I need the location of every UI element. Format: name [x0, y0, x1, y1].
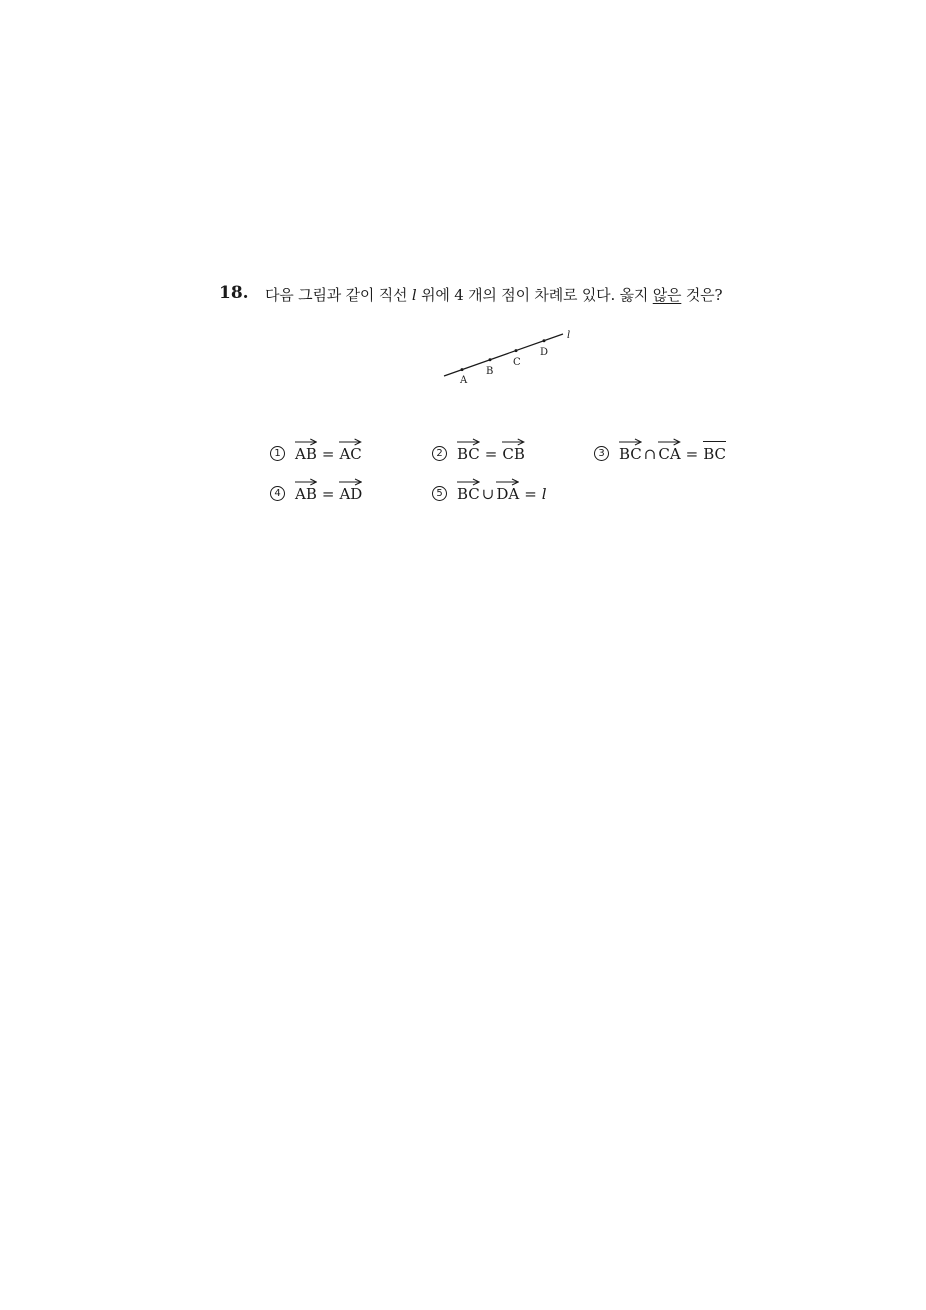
intersection-sign: ∩ [643, 445, 657, 463]
line-diagram-svg [440, 328, 580, 388]
equals-sign: = [321, 485, 335, 503]
label-c: C [513, 357, 521, 368]
choice-marker-2: 2 [432, 446, 447, 461]
line-variable: l [411, 286, 417, 304]
segment-bc: BC [703, 438, 726, 463]
point-b [489, 358, 492, 361]
ray-ac: AC [339, 438, 361, 463]
point-c [515, 349, 518, 352]
choice-2[interactable] [432, 438, 525, 463]
ray-cb: CB [502, 438, 525, 463]
label-l: l [567, 330, 571, 341]
union-sign: ∪ [481, 485, 495, 503]
choice-1[interactable] [270, 438, 362, 463]
choice-3[interactable] [594, 438, 726, 463]
choice-marker-1: 1 [270, 446, 285, 461]
ray-bc: BC [457, 478, 480, 503]
question-text-middle: 위에 4 개의 점이 차례로 있다. 옳지 [416, 286, 653, 304]
choice-marker-3: 3 [594, 446, 609, 461]
equals-sign: = [484, 445, 498, 463]
emphasis-word: 않은 [652, 286, 682, 304]
choice-marker-5: 5 [432, 486, 447, 501]
ray-ad: AD [339, 478, 362, 503]
question-text [265, 284, 722, 305]
choice-5[interactable] [432, 478, 547, 503]
ray-ab: AB [295, 478, 317, 503]
ray-ab: AB [295, 438, 317, 463]
ray-da: DA [496, 478, 519, 503]
line-variable: l [541, 485, 547, 503]
equals-sign: = [524, 485, 537, 503]
ray-bc: BC [457, 438, 480, 463]
question-text-after: 것은? [681, 286, 723, 304]
ray-bc: BC [619, 438, 642, 463]
question-number: 18. [219, 283, 249, 303]
question-text-before: 다음 그림과 같이 직선 [265, 286, 412, 304]
equals-sign: = [685, 445, 699, 463]
line-diagram [440, 328, 580, 388]
label-b: B [486, 366, 494, 377]
label-a: A [460, 375, 468, 386]
point-a [461, 368, 464, 371]
equals-sign: = [321, 445, 335, 463]
ray-ca: CA [658, 438, 680, 463]
point-d [543, 339, 546, 342]
choice-4[interactable] [270, 478, 362, 503]
label-d: D [540, 347, 549, 358]
choice-marker-4: 4 [270, 486, 285, 501]
